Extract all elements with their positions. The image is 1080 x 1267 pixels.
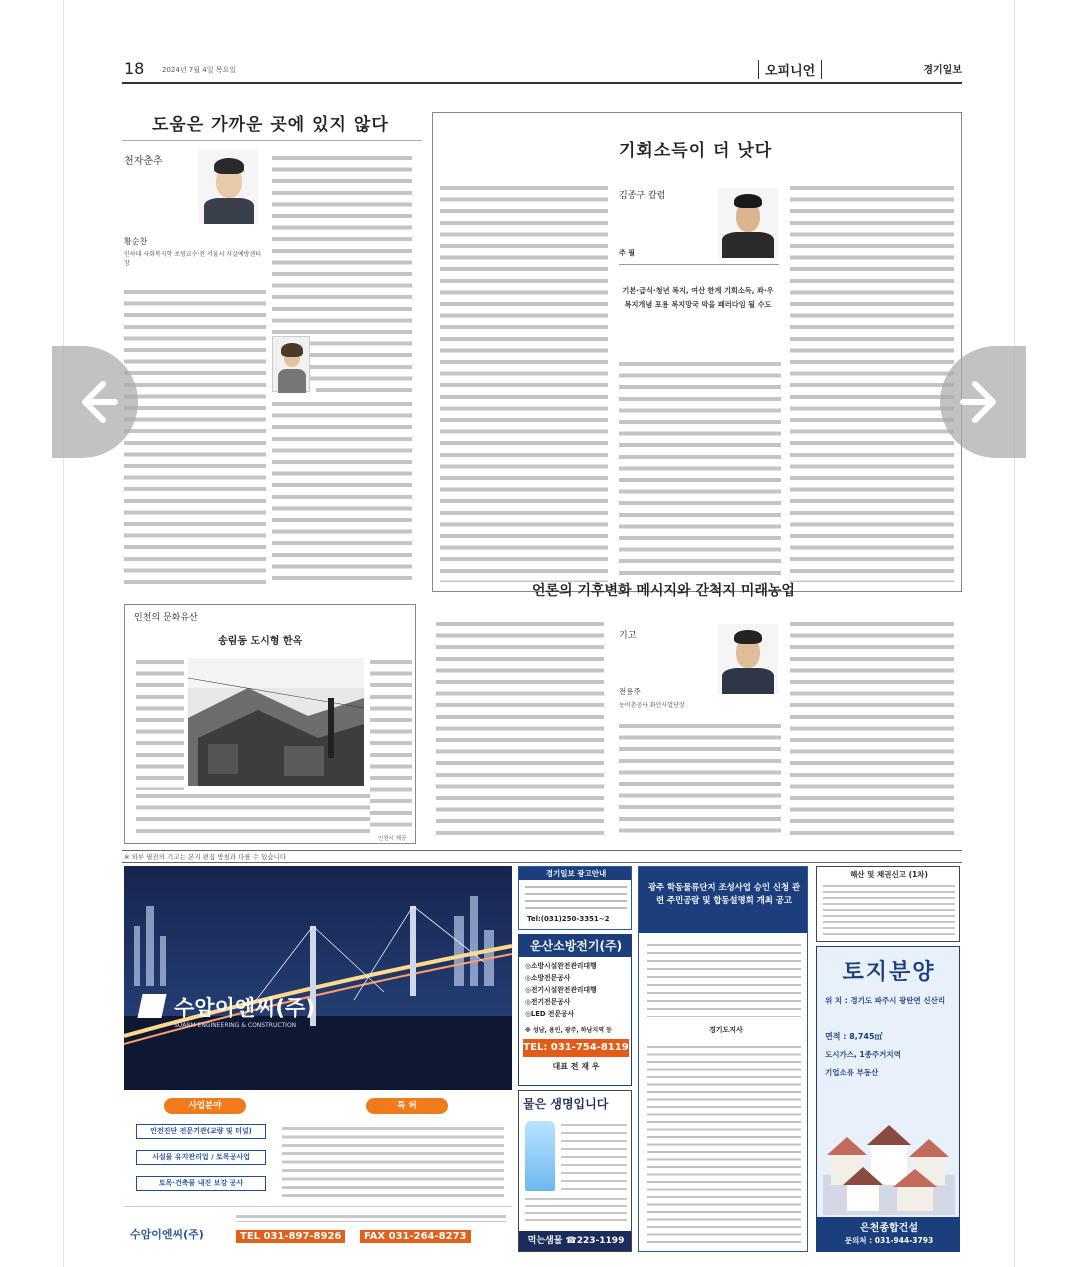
ad-land-location: 위 치 : 경기도 파주시 광탄면 신산리 (825, 996, 946, 1005)
column1-body-right-bottom (272, 398, 412, 584)
footnote: ※ 외부 필진의 기고는 본지 편집 방침과 다를 수 있습니다 (124, 853, 287, 861)
ad-notice-issuer: 경기도지사 (709, 1026, 743, 1034)
ad-land[interactable] (816, 946, 960, 1252)
ad-gyeonggi-body (525, 883, 627, 911)
ad-water-body (561, 1121, 627, 1191)
ad-dissolution-title: 해산 및 채권신고 (1차) (850, 870, 928, 879)
heritage-title: 송림동 도시형 한옥 (218, 636, 303, 647)
arrow-left-icon (67, 374, 123, 430)
section-name: 오피니언 (758, 60, 822, 79)
column1-author-name: 황순찬 (124, 237, 148, 246)
column1-author-photo (198, 150, 258, 224)
ad-land-access: 도시가스, 1종주거지역 (825, 1050, 901, 1059)
arrow-right-icon (955, 374, 1011, 430)
ad-suam-business-item-1: 안전진단 전문기관(교량 및 터널) (136, 1124, 266, 1139)
ad-suam-patent-list (282, 1124, 504, 1198)
column2-name: 김종구 칼럼 (619, 191, 666, 201)
column2-body-col2 (619, 358, 781, 582)
ad-land-company: 은천종합건설 (860, 1223, 918, 1234)
column2-summary: 기본·급식·청년 복지, 여산 한계 기회소득, 좌·우 복지개념 포용 복지망국 막을 패러다임 될 수도 (622, 286, 774, 309)
heritage-column-name: 인천의 문화유산 (134, 613, 198, 623)
ad-notice-intro (647, 941, 801, 1017)
ad-notice-title: 광주 학동물류단지 조성사업 승인 신청 관련 주민공람 및 합동설명회 개최 공고 (647, 882, 801, 905)
ad-land-area: 면적 : 8,745㎡ (825, 1032, 883, 1041)
ad-unsan-item-1: ◎소방시설완전관리대행 (525, 962, 597, 970)
ad-suam-company-en: SUARM ENGINEERING & CONSTRUCTION (174, 1022, 297, 1029)
column3-author-title: 농어촌공사 화안사업단장 (619, 702, 685, 709)
heritage-body-right (370, 656, 412, 832)
ad-land-houses-illustration (823, 1085, 955, 1215)
ad-notice[interactable] (638, 866, 808, 1252)
column2-body-col3 (790, 182, 954, 582)
ad-gyeonggi-title: 경기일보 광고안내 (519, 867, 632, 880)
column1-title: 도움은 가까운 곳에 있지 않다 (152, 115, 389, 135)
ad-suam-bottom-name: 수암이엔씨(주) (130, 1228, 204, 1241)
column1-rule (122, 140, 422, 141)
ad-land-tel: 문의처 : 031-944-3793 (844, 1236, 934, 1245)
ad-notice-body (647, 1043, 801, 1247)
ad-suam-business-item-3: 토목·건축물 내진 보강 공사 (136, 1176, 266, 1191)
ad-suam-patent-header: 특 허 (366, 1098, 448, 1114)
page-header (122, 54, 962, 84)
ad-suam-logo-icon (137, 994, 166, 1018)
column3-body-col3 (790, 618, 954, 840)
column2-summary-rule (619, 264, 779, 265)
ad-water-tel: 먹는샘물 ☎223-1199 (519, 1231, 632, 1251)
ad-gyeonggi-tel: Tel:(031)250-3351~2 (527, 915, 610, 923)
ad-unsan[interactable] (518, 934, 632, 1086)
ad-suam-tel: TEL 031-897-8926 (236, 1230, 345, 1243)
heritage-credit: 인천시 제공 (378, 836, 407, 842)
column1-illustration (272, 336, 310, 392)
ad-suam-company: 수암이엔씨(주) (174, 996, 315, 1020)
ad-dissolution[interactable] (816, 866, 960, 942)
column3-author-name: 전용주 (619, 687, 641, 696)
ad-water-bottle-icon (525, 1121, 555, 1191)
ad-water-headline: 물은 생명입니다 (523, 1097, 609, 1111)
column2-body-col1 (440, 182, 608, 582)
column1-author-title: 인하대 사회복지학 초빙교수·전 서울시 자살예방센터장 (124, 251, 262, 267)
ad-water[interactable] (518, 1090, 632, 1252)
column3-author-photo (718, 624, 778, 694)
ad-land-title: 토지분양 (842, 960, 936, 985)
ad-suam-fax: FAX 031-264-8273 (360, 1230, 471, 1243)
ad-water-details (525, 1195, 627, 1225)
ad-unsan-item-5: ◎LED 전문공사 (525, 1010, 575, 1018)
column1-body-wrap (316, 326, 412, 396)
ad-unsan-item-2: ◎소방전문공사 (525, 974, 571, 982)
heritage-body-bottom (136, 790, 370, 836)
ad-unsan-item-3: ◎전기시설완전관리대행 (525, 986, 597, 994)
column2-author-role: 주 필 (619, 249, 635, 257)
ad-dissolution-body (823, 883, 955, 937)
ad-suam-business-item-2: 시설물 유지관리업 / 토목공사업 (136, 1150, 266, 1165)
ad-unsan-tel: TEL: 031-754-8119 (523, 1039, 629, 1057)
page-date: 2024년 7월 4일 목요일 (162, 66, 236, 74)
ad-unsan-area: ※ 성남, 용인, 광주, 하남지역 등 (525, 1027, 612, 1034)
ad-gyeonggi[interactable] (518, 866, 632, 930)
newspaper-name: 경기일보 (923, 65, 962, 76)
column2-author-photo (718, 188, 778, 258)
ad-unsan-name: 운산소방전기(주) (519, 935, 632, 957)
ad-unsan-ceo: 대표 전 재 우 (552, 1062, 600, 1071)
footnote-rule (122, 850, 962, 851)
column3-name: 기고 (619, 631, 637, 641)
column3-title: 언론의 기후변화 메시지와 간척지 미래농업 (532, 583, 795, 599)
column1-body-left (124, 286, 266, 586)
newspaper-page (122, 54, 962, 1254)
ad-unsan-item-4: ◎전기전문공사 (525, 998, 571, 1006)
column1-name: 천자춘추 (124, 156, 163, 167)
ad-suam-business-header: 사업분야 (164, 1098, 246, 1114)
newspaper-page-frame (64, 0, 1014, 1267)
column3-body-col1 (436, 618, 604, 840)
ad-suam-bridge-photo (124, 866, 512, 1096)
heritage-photo (188, 658, 364, 786)
column2-title: 기회소득이 더 낫다 (619, 141, 773, 161)
ads-rule (122, 862, 962, 863)
ad-suam-address (236, 1212, 506, 1222)
ad-suam[interactable] (124, 866, 512, 1252)
page-number: 18 (124, 59, 145, 78)
column3-body-col2 (619, 720, 781, 840)
ad-land-bus: 기업소유 부동산 (825, 1068, 879, 1077)
